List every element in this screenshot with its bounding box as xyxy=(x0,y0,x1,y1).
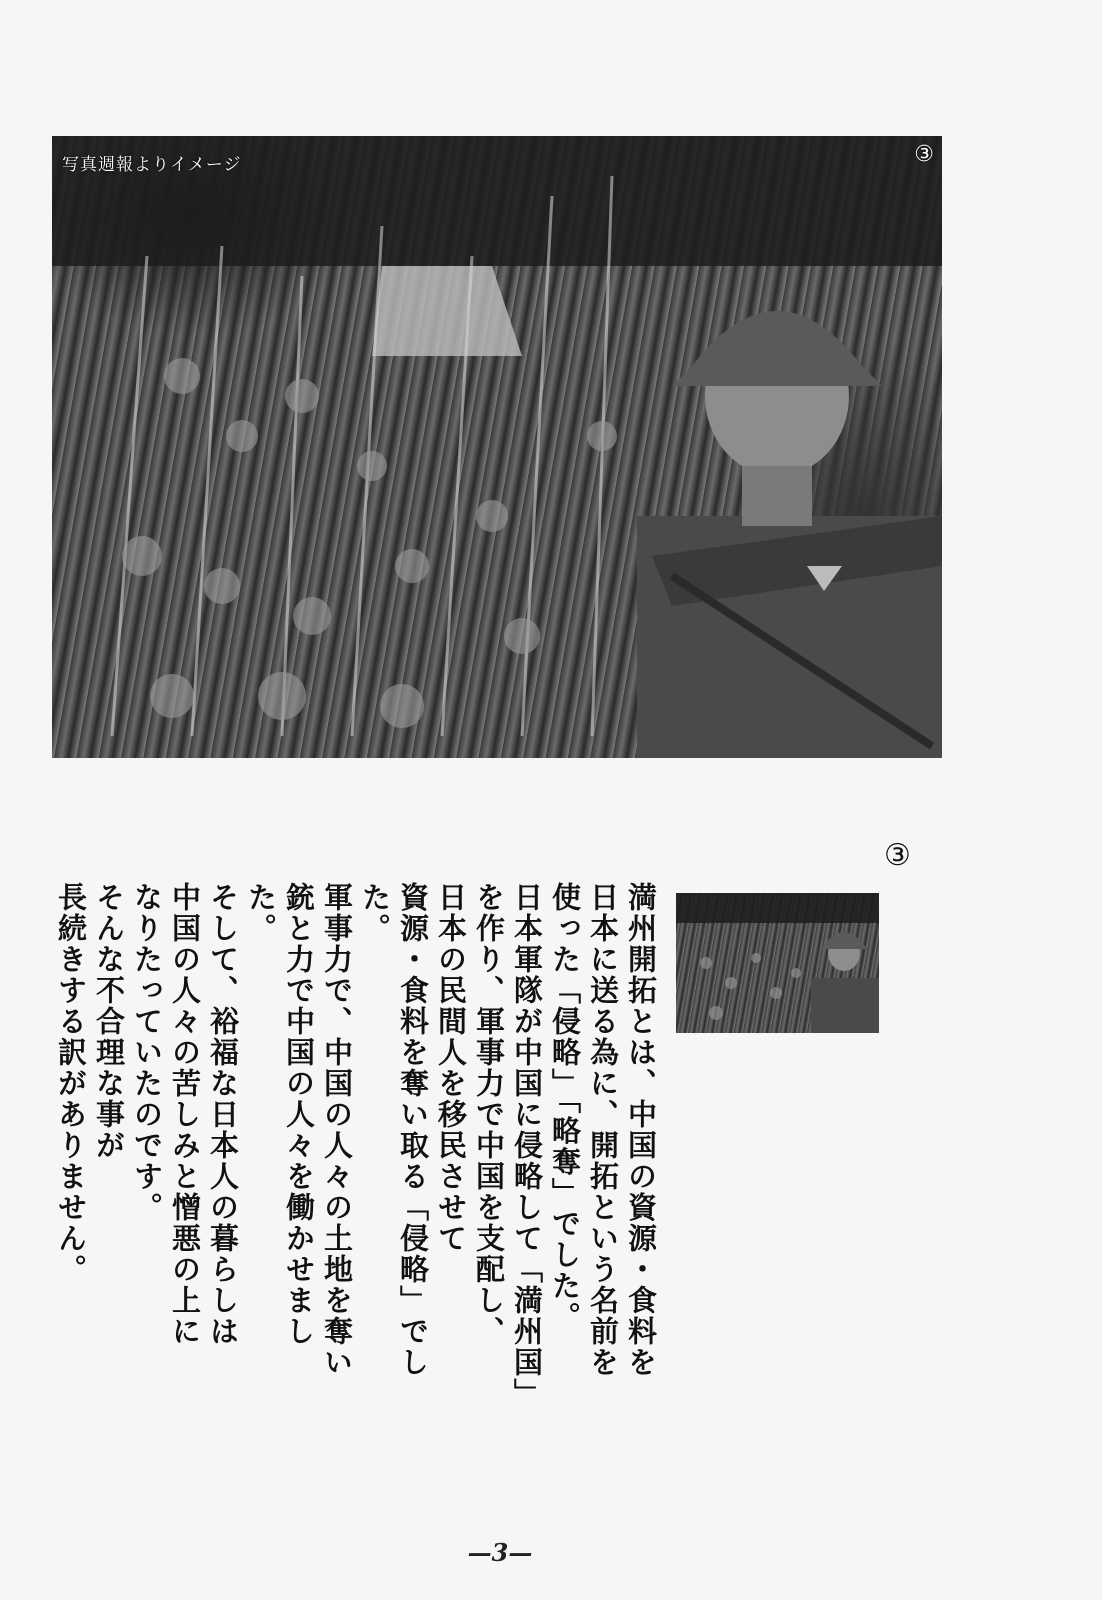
body-line-14: 長続きする訳がありません。 xyxy=(54,882,88,1285)
body-line-13: そんな不合理な事が xyxy=(92,882,126,1161)
body-line-4: 日本軍隊が中国に侵略して「満州国」 xyxy=(510,882,544,1409)
body-line-2: 日本に送る為に、開拓という名前を xyxy=(586,882,620,1378)
thumbnail-number: ③ xyxy=(884,838,911,873)
thumbnail-illustration xyxy=(676,893,879,1033)
body-line-3: 使った「侵略」「略奪」でした。 xyxy=(548,882,582,1333)
body-line-7: 資源・食料を奪い取る「侵略」でした。 xyxy=(358,882,430,1378)
body-line-1: 満州開拓とは、中国の資源・食料を xyxy=(624,882,658,1378)
propaganda-photo xyxy=(52,136,942,758)
body-line-11: 中国の人々の苦しみと憎悪の上に xyxy=(168,882,202,1347)
body-line-10: そして、裕福な日本人の暮らしは xyxy=(206,882,240,1347)
body-line-9: 銃と力で中国の人々を働かせました。 xyxy=(244,882,316,1347)
body-line-5: を作り、軍事力で中国を支配し、 xyxy=(472,882,506,1347)
body-line-8: 軍事力で、中国の人々の土地を奪い xyxy=(320,882,354,1378)
photo-caption: 写真週報よりイメージ xyxy=(62,155,242,175)
body-line-12: なりたっていたのです。 xyxy=(130,882,164,1223)
body-line-6: 日本の民間人を移民させて xyxy=(434,882,468,1254)
body-text xyxy=(54,882,660,1409)
photo-illustration xyxy=(52,136,942,758)
thumbnail-photo xyxy=(676,893,879,1033)
page-number: —3— xyxy=(467,1538,533,1567)
photo-number-badge: ③ xyxy=(914,142,934,167)
